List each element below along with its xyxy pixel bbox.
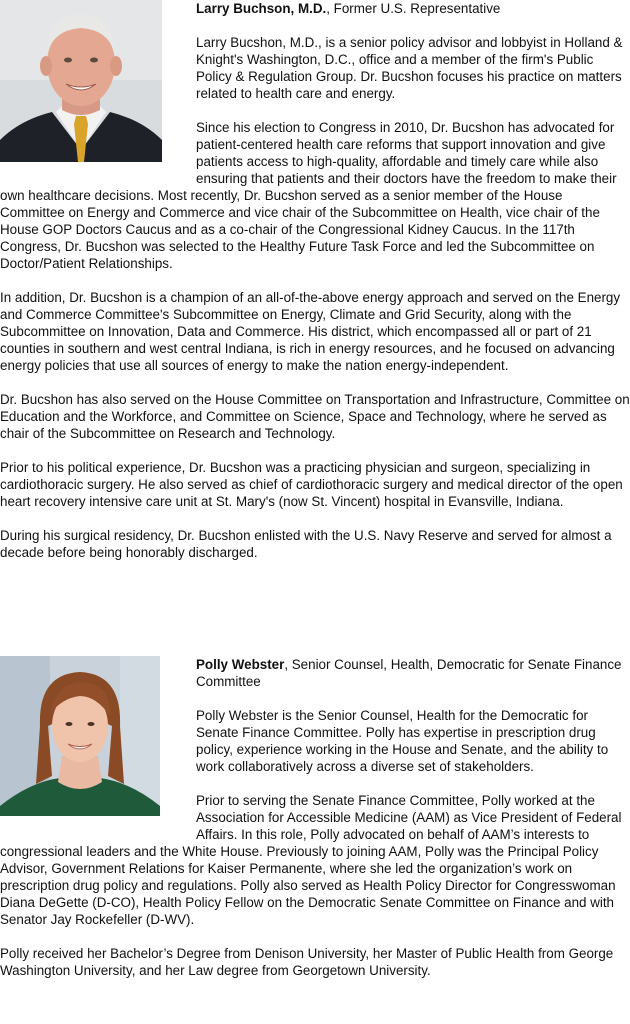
person-name: Larry Buchson, M.D.: [196, 1, 327, 16]
bio-paragraph: Polly Webster is the Senior Counsel, Health for the Democratic for Senate Finance Committee. Polly has expertise in prescription drug policy, experience working in the House and Senate, and the ability to work collaboratively across a diverse set of stakeholders.: [196, 708, 609, 774]
bio-paragraph: Prior to serving the Senate Finance Committee, Polly worked at the Association for Accessible Medicine (AAM) as Vice President of Federal Affairs. In this role, Polly advocated on behalf of AAM’s interests to congressional leaders and the White House. Previously to joining AAM, Polly was the Principal Policy Advisor, Government Relations for Kaiser Permanente, where she led the organization’s work on prescription drug policy and regulations. Polly also served as Health Policy Director for Congresswoman Diana DeGette (D-CO), Health Policy Fellow on the Democratic Senate Committee on Finance and with Senator Jay Rockefeller (D-WV).: [0, 793, 622, 927]
person-title: , Former U.S. Representative: [326, 1, 501, 16]
portrait-man-icon: [0, 0, 162, 162]
bio-paragraph: Polly received her Bachelor’s Degree from Denison University, her Master of Public Health from George Washington University, and her Law degree from Georgetown University.: [0, 946, 614, 978]
portrait-photo: [0, 656, 160, 816]
person-name: Polly Webster: [196, 657, 285, 672]
bio-paragraph: Prior to his political experience, Dr. Bucshon was a practicing physician and surgeon, specializing in cardiothoracic surgery. He also served as chief of cardiothoracic surgery and medical director of the open heart recovery intensive care unit at St. Mary's (now St. Vincent) hospital in Evansville, Indiana.: [0, 460, 623, 509]
portrait-photo: [0, 0, 162, 162]
bio-paragraph: Larry Bucshon, M.D., is a senior policy advisor and lobbyist in Holland & Knight's Washington, D.C., office and a member of the firm's Public Policy & Regulation Group. Dr. Bucshon focuses his practice on matters related to health care and energy.: [196, 35, 623, 101]
portrait-woman-icon: [0, 656, 160, 816]
bio-paragraph: During his surgical residency, Dr. Bucshon enlisted with the U.S. Navy Reserve and served for almost a decade before being honorably discharged.: [0, 528, 612, 560]
bio-paragraph: Since his election to Congress in 2010, Dr. Bucshon has advocated for patient-centered health care reforms that support innovation and give patients access to high-quality, affordable and timely care while also ensuring that patients and their doctors have the freedom to make their own healthcare decisions. Most recently, Dr. Bucshon served as a senior member of the House Committee on Energy and Commerce and vice chair of the Subcommittee on Health, vice chair of the House GOP Doctors Caucus and as a co-chair of the Congressional Kidney Caucus. In the 117th Congress, Dr. Bucshon was selected to the Healthy Future Task Force and led the Subcommittee on Doctor/Patient Relationships.: [0, 120, 617, 271]
bio-paragraph: In addition, Dr. Bucshon is a champion of an all-of-the-above energy approach and served on the Energy and Commerce Committee's Subcommittee on Energy, Climate and Grid Security, along with the Subcommittee on Innovation, Data and Commerce. His district, which encompassed all or part of 21 counties in southern and west central Indiana, is rich in energy resources, and he focused on advancing energy policies that use all sources of energy to make the nation energy-independent.: [0, 290, 621, 373]
person-title: , Senior Counsel, Health, Democratic for Senate Finance Committee: [196, 657, 622, 689]
bio-polly-webster: [0, 656, 630, 996]
bio-paragraph: Dr. Bucshon has also served on the House Committee on Transportation and Infrastructure, Committee on Education and the Workforce, and Committee on Science, Space and Technology, where he served as chair of the Subcommittee on Research and Technology.: [0, 392, 630, 441]
